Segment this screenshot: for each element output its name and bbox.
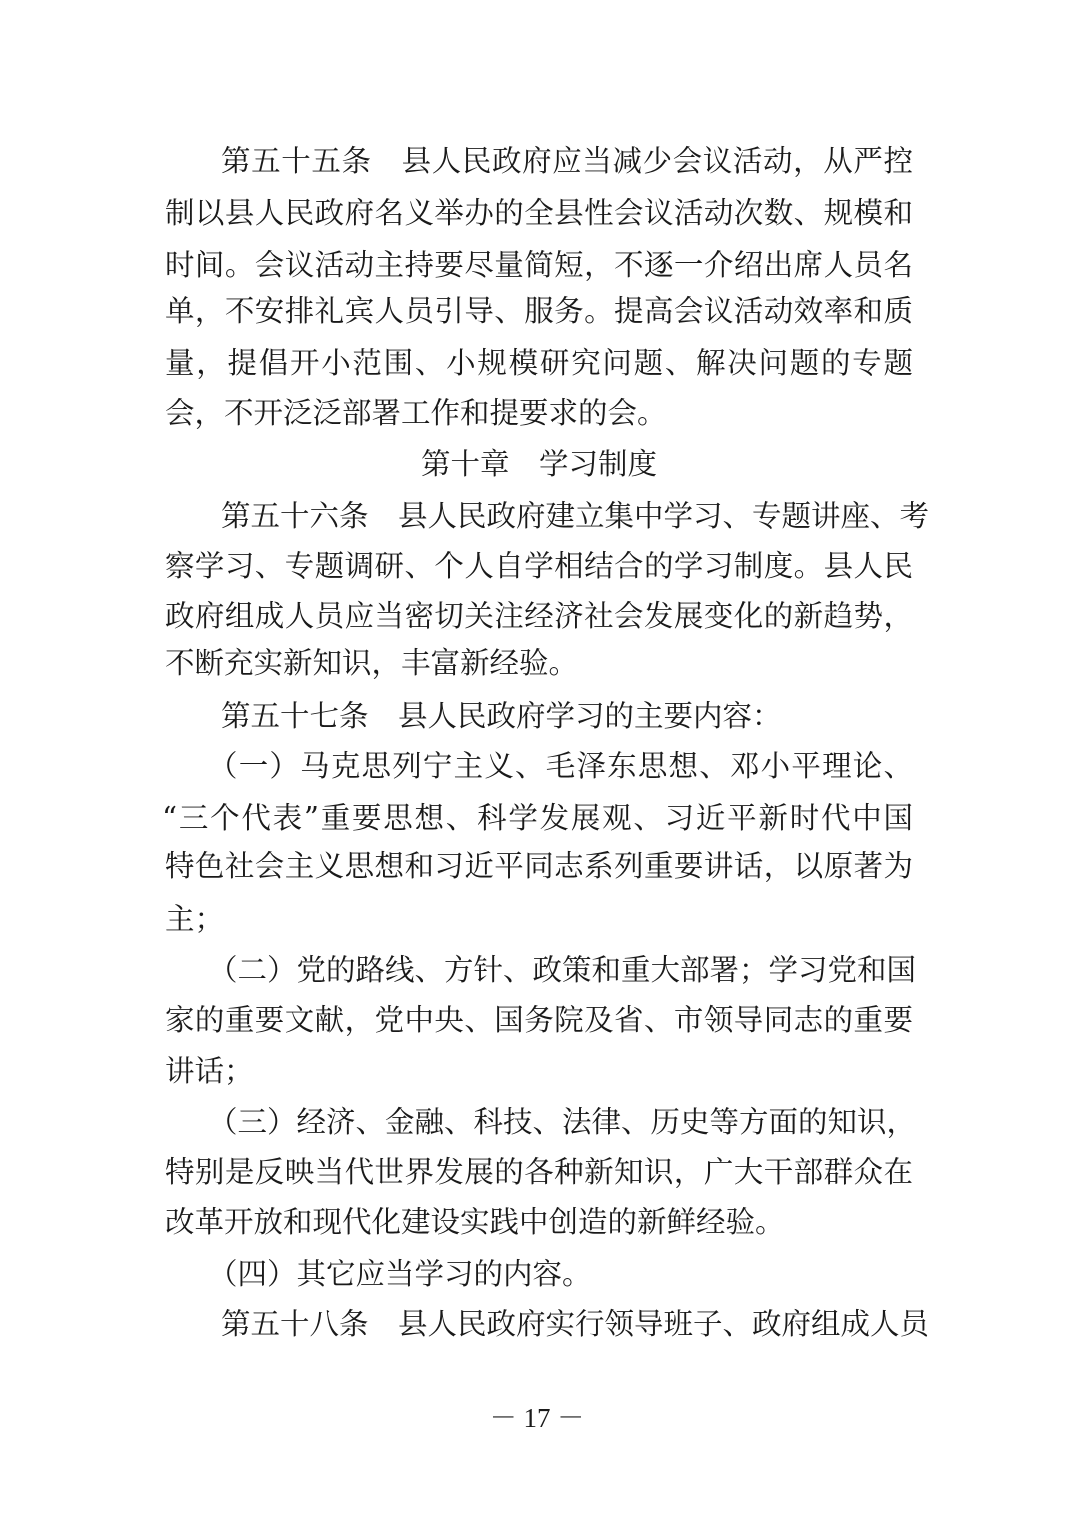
text-line: 政府组成人员应当密切关注经济社会发展变化的新趋势， [165,599,913,633]
text-line: 讲话； [165,1054,254,1088]
list-item: （三）经济、金融、科技、法律、历史等方面的知识， [208,1105,917,1139]
article-heading: 第五十七条 县人民政府学习的主要内容： [221,699,782,733]
text-line: 特色社会主义思想和习近平同志系列重要讲话，以原著为 [165,849,913,883]
list-item: （四）其它应当学习的内容。 [208,1257,592,1291]
text-line: 改革开放和现代化建设实践中创造的新鲜经验。 [165,1205,785,1239]
text-line: “三个代表”重要思想、科学发展观、习近平新时代中国 [162,801,913,835]
text-line: 特别是反映当代世界发展的各种新知识，广大干部群众在 [165,1155,913,1189]
text-line: 第五十五条 县人民政府应当减少会议活动，从严控 [221,144,913,178]
text-line: 察学习、专题调研、个人自学相结合的学习制度。县人民 [165,549,913,583]
list-item: （一）马克思列宁主义、毛泽东思想、邓小平理论、 [208,749,913,783]
text-line: 会，不开泛泛部署工作和提要求的会。 [165,396,667,430]
chapter-heading: 第十章 学习制度 [420,447,657,481]
text-line: 主； [165,902,225,936]
text-line: 时间。会议活动主持要尽量简短，不逐一介绍出席人员名 [165,248,913,282]
text-line: 单，不安排礼宾人员引导、服务。提高会议活动效率和质 [165,294,913,328]
text-line: 不断充实新知识，丰富新经验。 [165,646,579,680]
text-line: 制以县人民政府名义举办的全县性会议活动次数、规模和 [165,196,913,230]
text-line: 第五十六条 县人民政府建立集中学习、专题讲座、考 [221,499,930,533]
list-item: （二）党的路线、方针、政策和重大部署；学习党和国 [208,953,917,987]
page-number: － 17 － [489,1403,585,1433]
text-line: 家的重要文献，党中央、国务院及省、市领导同志的重要 [165,1003,913,1037]
article-heading: 第五十八条 县人民政府实行领导班子、政府组成人员 [221,1307,930,1341]
text-line: 量，提倡开小范围、小规模研究问题、解决问题的专题 [165,346,913,380]
